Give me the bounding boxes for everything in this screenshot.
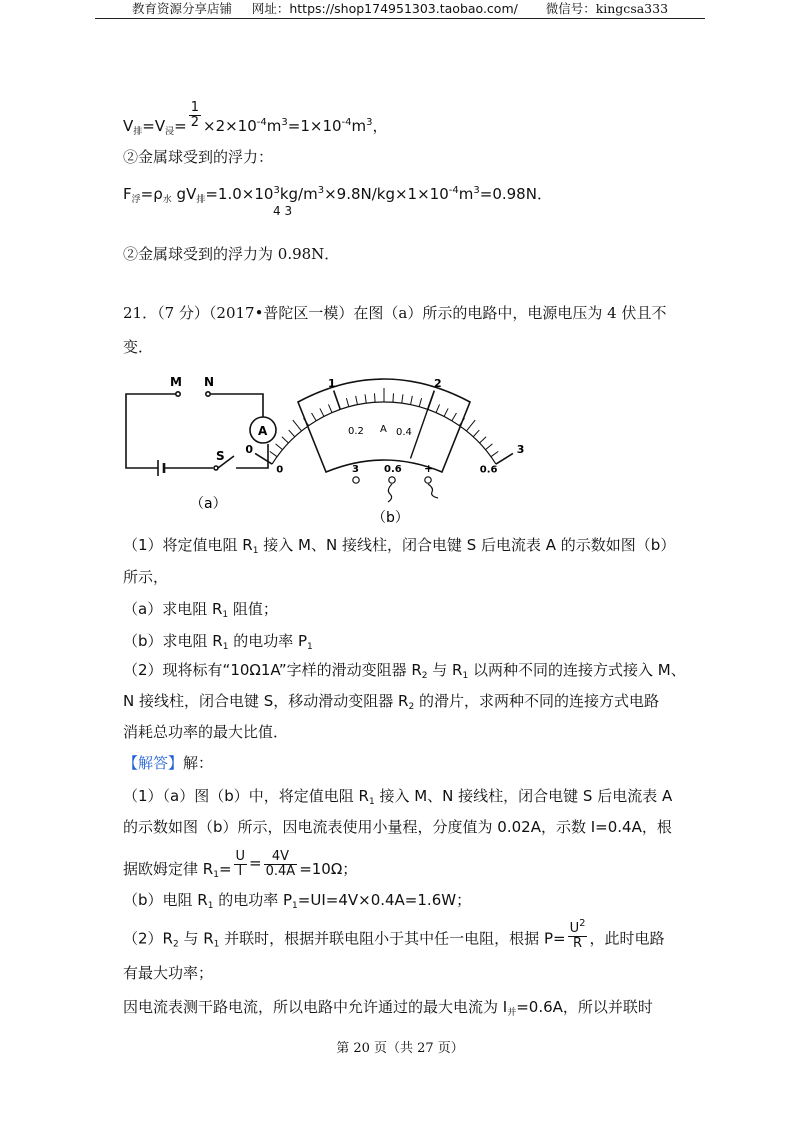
inner-scale-label: 0 bbox=[276, 464, 284, 476]
header-site-url[interactable]: https://shop174951303.taobao.com/ bbox=[289, 1, 518, 16]
dial-tick bbox=[334, 391, 341, 410]
part-b: （b）求电阻 $R_1$ 的电功率 $P_1$ bbox=[123, 632, 313, 652]
outer-scale-label: 3 bbox=[516, 443, 525, 457]
solution-power: （b）电阻 $R_1$ 的电功率 $P_1=UI=4V\times 0.4A=1.6W$； bbox=[123, 891, 472, 911]
inner-label-0.4: 0.4 bbox=[396, 427, 412, 438]
header-wechat: 微信号：kingcsa333 bbox=[545, 1, 669, 16]
terminal-label-0.6: 0.6 bbox=[384, 464, 402, 475]
answer-tag: 【解答】 bbox=[123, 754, 184, 772]
terminal-3 bbox=[353, 477, 359, 483]
stray-exponents: 4 3 bbox=[273, 204, 293, 218]
dial-tick bbox=[289, 430, 295, 437]
terminal-label-plus: + bbox=[424, 462, 434, 475]
solution-3: 因电流表测干路电流，所以电路中允许通过的最大电流为 $I_并=0.6A$，所以并联时 bbox=[123, 998, 653, 1018]
part-2-cont: N 接线柱，闭合电键 S，移动滑动变阻器 $R_2$ 的滑片，求两种不同的连接方式电路 bbox=[123, 692, 659, 712]
dial-tick bbox=[374, 393, 375, 402]
solution-2-cont: 有最大功率； bbox=[123, 964, 214, 982]
dial-tick bbox=[320, 408, 324, 416]
dial-tick bbox=[486, 444, 493, 450]
solution-1: （1）（a）图（b）中，将定值电阻 $R_1$ 接入 M、N 接线柱，闭合电键 S 后电流表 A bbox=[123, 787, 673, 807]
label-m: M bbox=[170, 375, 182, 389]
header-divider bbox=[95, 18, 705, 19]
solution-ohm: 据欧姆定律 $R_1=$ $\frac{U}{I}$ = $\frac{4V}{0.4A}$ =10Ω； bbox=[123, 849, 358, 880]
terminals bbox=[353, 477, 438, 502]
label-n: N bbox=[204, 375, 215, 389]
dial-tick bbox=[466, 420, 475, 431]
solution-1-cont: 的示数如图（b）所示，因电流表使用小量程，分度值为 0.02A，示数 I=0.4A，根 bbox=[123, 818, 672, 836]
caption-a: （a） bbox=[190, 496, 227, 512]
outer-scale-label: 2 bbox=[433, 377, 442, 391]
page-footer: 第 20 页（共 27 页） bbox=[336, 1041, 464, 1056]
solution-2: $(2)R_2$ 与 $R_1$ 并联时，根据并联电阻小于其中任一电阻，根据 P= $\frac{U^2}{R}$ ，此时电路 bbox=[123, 918, 665, 951]
dial-tick bbox=[393, 393, 394, 402]
caption-b: （b） bbox=[372, 510, 409, 526]
text-line: ②金属球受到的浮力： bbox=[123, 148, 274, 166]
part-a: （a）求电阻 $R_1$ 阻值； bbox=[123, 600, 278, 620]
ammeter-label: A bbox=[258, 424, 268, 438]
dial-tick bbox=[411, 396, 413, 405]
answer-heading: 【解答】解： bbox=[123, 754, 214, 772]
question-stem: 21．（7 分）（2017•普陀区一模）在图（a）所示的电路中，电源电压为 4 伏且不 bbox=[123, 304, 667, 322]
dial-tick bbox=[293, 420, 302, 431]
dial-tick bbox=[496, 453, 513, 464]
dial-tick bbox=[356, 396, 358, 405]
text-line: ②金属球受到的浮力为 0.98N． bbox=[123, 245, 340, 263]
inner-label-0.2: 0.2 bbox=[348, 426, 364, 437]
dial-tick bbox=[480, 437, 487, 443]
dial-tick bbox=[312, 413, 317, 421]
part-2: （2）现将标有“10Ω1A”字样的滑动变阻器 $R_2$ 与 $R_1$ 以两种不同的连接方式接入 M、 bbox=[123, 661, 686, 681]
outer-scale-label: 1 bbox=[328, 377, 336, 391]
dial-tick bbox=[436, 404, 440, 412]
dial-tick bbox=[419, 398, 421, 407]
dial-tick bbox=[402, 394, 403, 403]
part-2-end: 消耗总功率的最大比值． bbox=[123, 723, 289, 741]
switch-label: S bbox=[216, 449, 225, 463]
inner-scale-label: 0.6 bbox=[479, 464, 498, 476]
part-1-cont: 所示， bbox=[123, 568, 169, 586]
terminal-0.6 bbox=[389, 477, 395, 483]
dial-tick bbox=[459, 418, 464, 425]
page-header bbox=[0, 0, 800, 20]
circuit-diagram bbox=[118, 372, 288, 517]
question-stem-cont: 变． bbox=[123, 338, 154, 356]
terminal-plus bbox=[425, 477, 431, 483]
dial-tick bbox=[346, 398, 348, 407]
dial-tick bbox=[473, 430, 479, 437]
ammeter-dial bbox=[245, 364, 525, 530]
unit-label: A bbox=[380, 424, 387, 435]
terminal-label-3: 3 bbox=[352, 464, 359, 475]
outer-scale-label: 0 bbox=[245, 443, 253, 457]
formula-buoyancy: $F_浮=\rho_水$ $gV_排=1.0\times 10^3kg/m^3\times 9.8N/kg\times 1\times 10^{-4}m^3=0.98N$． bbox=[123, 185, 552, 205]
dial-tick bbox=[452, 413, 457, 421]
dial-tick bbox=[365, 394, 366, 403]
dial-tick bbox=[304, 418, 309, 425]
dial-tick bbox=[328, 404, 332, 412]
dial-tick bbox=[444, 408, 448, 416]
part-1: （1）将定值电阻 $R_1$ 接入 M、N 接线柱，闭合电键 S 后电流表 A 的示数如图（b） bbox=[123, 536, 676, 556]
dial-tick bbox=[491, 451, 498, 456]
header-site-label: 网址： bbox=[251, 1, 290, 16]
header-shop: 教育资源分享店铺 bbox=[131, 1, 232, 16]
formula-volume: $V_排=V_浸=$ $\frac{1}{2}$ $\times 2\times 10^{-4}m^3=1\times 10^{-4}m^3$， bbox=[123, 100, 388, 137]
